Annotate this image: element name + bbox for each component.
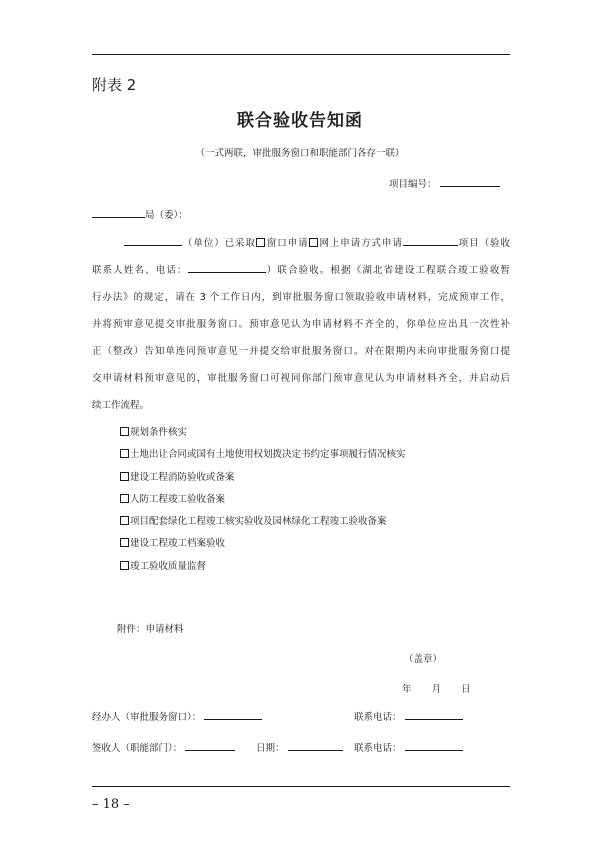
checklist-label: 项目配套绿化工程竣工核实验收及园林绿化工程竣工验收备案 [130, 516, 387, 528]
body-line-2 [92, 257, 510, 284]
contact-blank[interactable] [188, 262, 266, 273]
page-number: – 18 – [92, 797, 130, 812]
document-title: 联合验收告知函 [237, 111, 363, 131]
seal-label: （盖章） [404, 654, 443, 665]
checkbox[interactable] [120, 561, 129, 570]
addressee-suffix: 局（委）： [145, 210, 188, 221]
checkbox[interactable] [120, 538, 129, 547]
checklist-item [120, 558, 406, 580]
checklist-label: 规划条件核实 [130, 427, 188, 438]
bureau-name-blank[interactable] [92, 207, 145, 218]
body-text: 联系人姓名、电话： [92, 265, 188, 276]
handler-name-blank[interactable] [204, 709, 262, 720]
appendix-label: 附表 2 [92, 76, 137, 94]
checklist-label: 土地出让合同或国有土地使用权划拨决定书约定事项履行情况核实 [130, 449, 406, 461]
header-rule [92, 54, 510, 55]
handler-row [92, 709, 262, 723]
handler-phone-label: 联系电话： [354, 712, 402, 723]
body-text: ）联合验收。根据《湖北省建设工程联合竣工验收暂 [265, 265, 510, 276]
body-line-5: 正（整改）告知单连同预审意见一并提交给审批服务窗口。对在限期内未向审批服务窗口提 [92, 346, 510, 357]
checkbox[interactable] [120, 516, 129, 525]
handler-phone-row [354, 709, 463, 723]
project-number-blank[interactable] [440, 176, 500, 187]
checklist-label: 建设工程消防验收或备案 [130, 471, 235, 483]
checklist-item [120, 491, 406, 513]
receiver-date-row [256, 740, 343, 754]
receiver-date-label: 日期： [256, 743, 285, 754]
receiver-date-blank[interactable] [288, 740, 343, 751]
handler-label: 经办人（审批服务窗口）： [92, 712, 202, 723]
footer-rule [92, 786, 510, 787]
verification-checklist [120, 424, 406, 580]
document-subtitle: （一式两联，审批服务窗口和职能部门各存一联） [195, 148, 405, 159]
day-label: 日 [461, 684, 471, 695]
addressee-row [92, 207, 188, 221]
checklist-item [120, 513, 406, 535]
year-label: 年 [402, 684, 412, 695]
body-text: 网上申请方式申请 [318, 238, 403, 249]
body-line-7: 续工作流程。 [92, 400, 150, 411]
body-line-4: 并将预审意见提交审批服务窗口。预审意见认为申请材料不齐全的，你单位应出具一次性补 [92, 319, 510, 330]
body-line-3: 行办法》的规定，请在 3 个工作日内，到审批服务窗口领取验收申请材料，完成预审工作， [92, 292, 510, 303]
body-line-6: 交申请材料预审意见的，审批服务窗口可视同你部门预审意见认为申请材料齐全，并启动后 [92, 373, 510, 384]
receiver-row [92, 740, 235, 754]
project-number-label: 项目编号： [389, 179, 437, 190]
checkbox[interactable] [120, 449, 129, 458]
notice-body [92, 230, 510, 419]
checklist-label: 建设工程竣工档案验收 [130, 538, 226, 550]
checklist-item [120, 424, 406, 446]
checkbox[interactable] [120, 427, 129, 436]
checkbox-online-apply[interactable] [309, 238, 318, 247]
handler-phone-blank[interactable] [405, 709, 463, 720]
checklist-item [120, 469, 406, 491]
body-text: 窗口申请 [265, 238, 309, 249]
receiver-phone-label: 联系电话： [354, 743, 402, 754]
receiver-label: 签收人（职能部门）： [92, 743, 183, 754]
checklist-item [120, 535, 406, 557]
body-text: 项目（验收 [457, 238, 510, 249]
checkbox[interactable] [120, 494, 129, 503]
attachment-note: 附件：申请材料 [117, 624, 184, 635]
checklist-label: 人防工程竣工验收备案 [130, 493, 226, 505]
month-label: 月 [431, 684, 442, 695]
checkbox-window-apply[interactable] [256, 238, 265, 247]
project-name-blank[interactable] [403, 235, 458, 246]
receiver-name-blank[interactable] [185, 740, 235, 751]
checklist-item [120, 446, 406, 468]
date-row [402, 681, 471, 695]
body-text: （单位）已采取 [182, 238, 256, 249]
checklist-label: 竣工验收质量监督 [130, 560, 207, 572]
body-line-1 [92, 230, 510, 257]
checkbox[interactable] [120, 472, 129, 481]
unit-name-blank[interactable] [124, 235, 182, 246]
project-number-row [389, 176, 500, 190]
receiver-phone-row [354, 740, 463, 754]
receiver-phone-blank[interactable] [405, 740, 463, 751]
